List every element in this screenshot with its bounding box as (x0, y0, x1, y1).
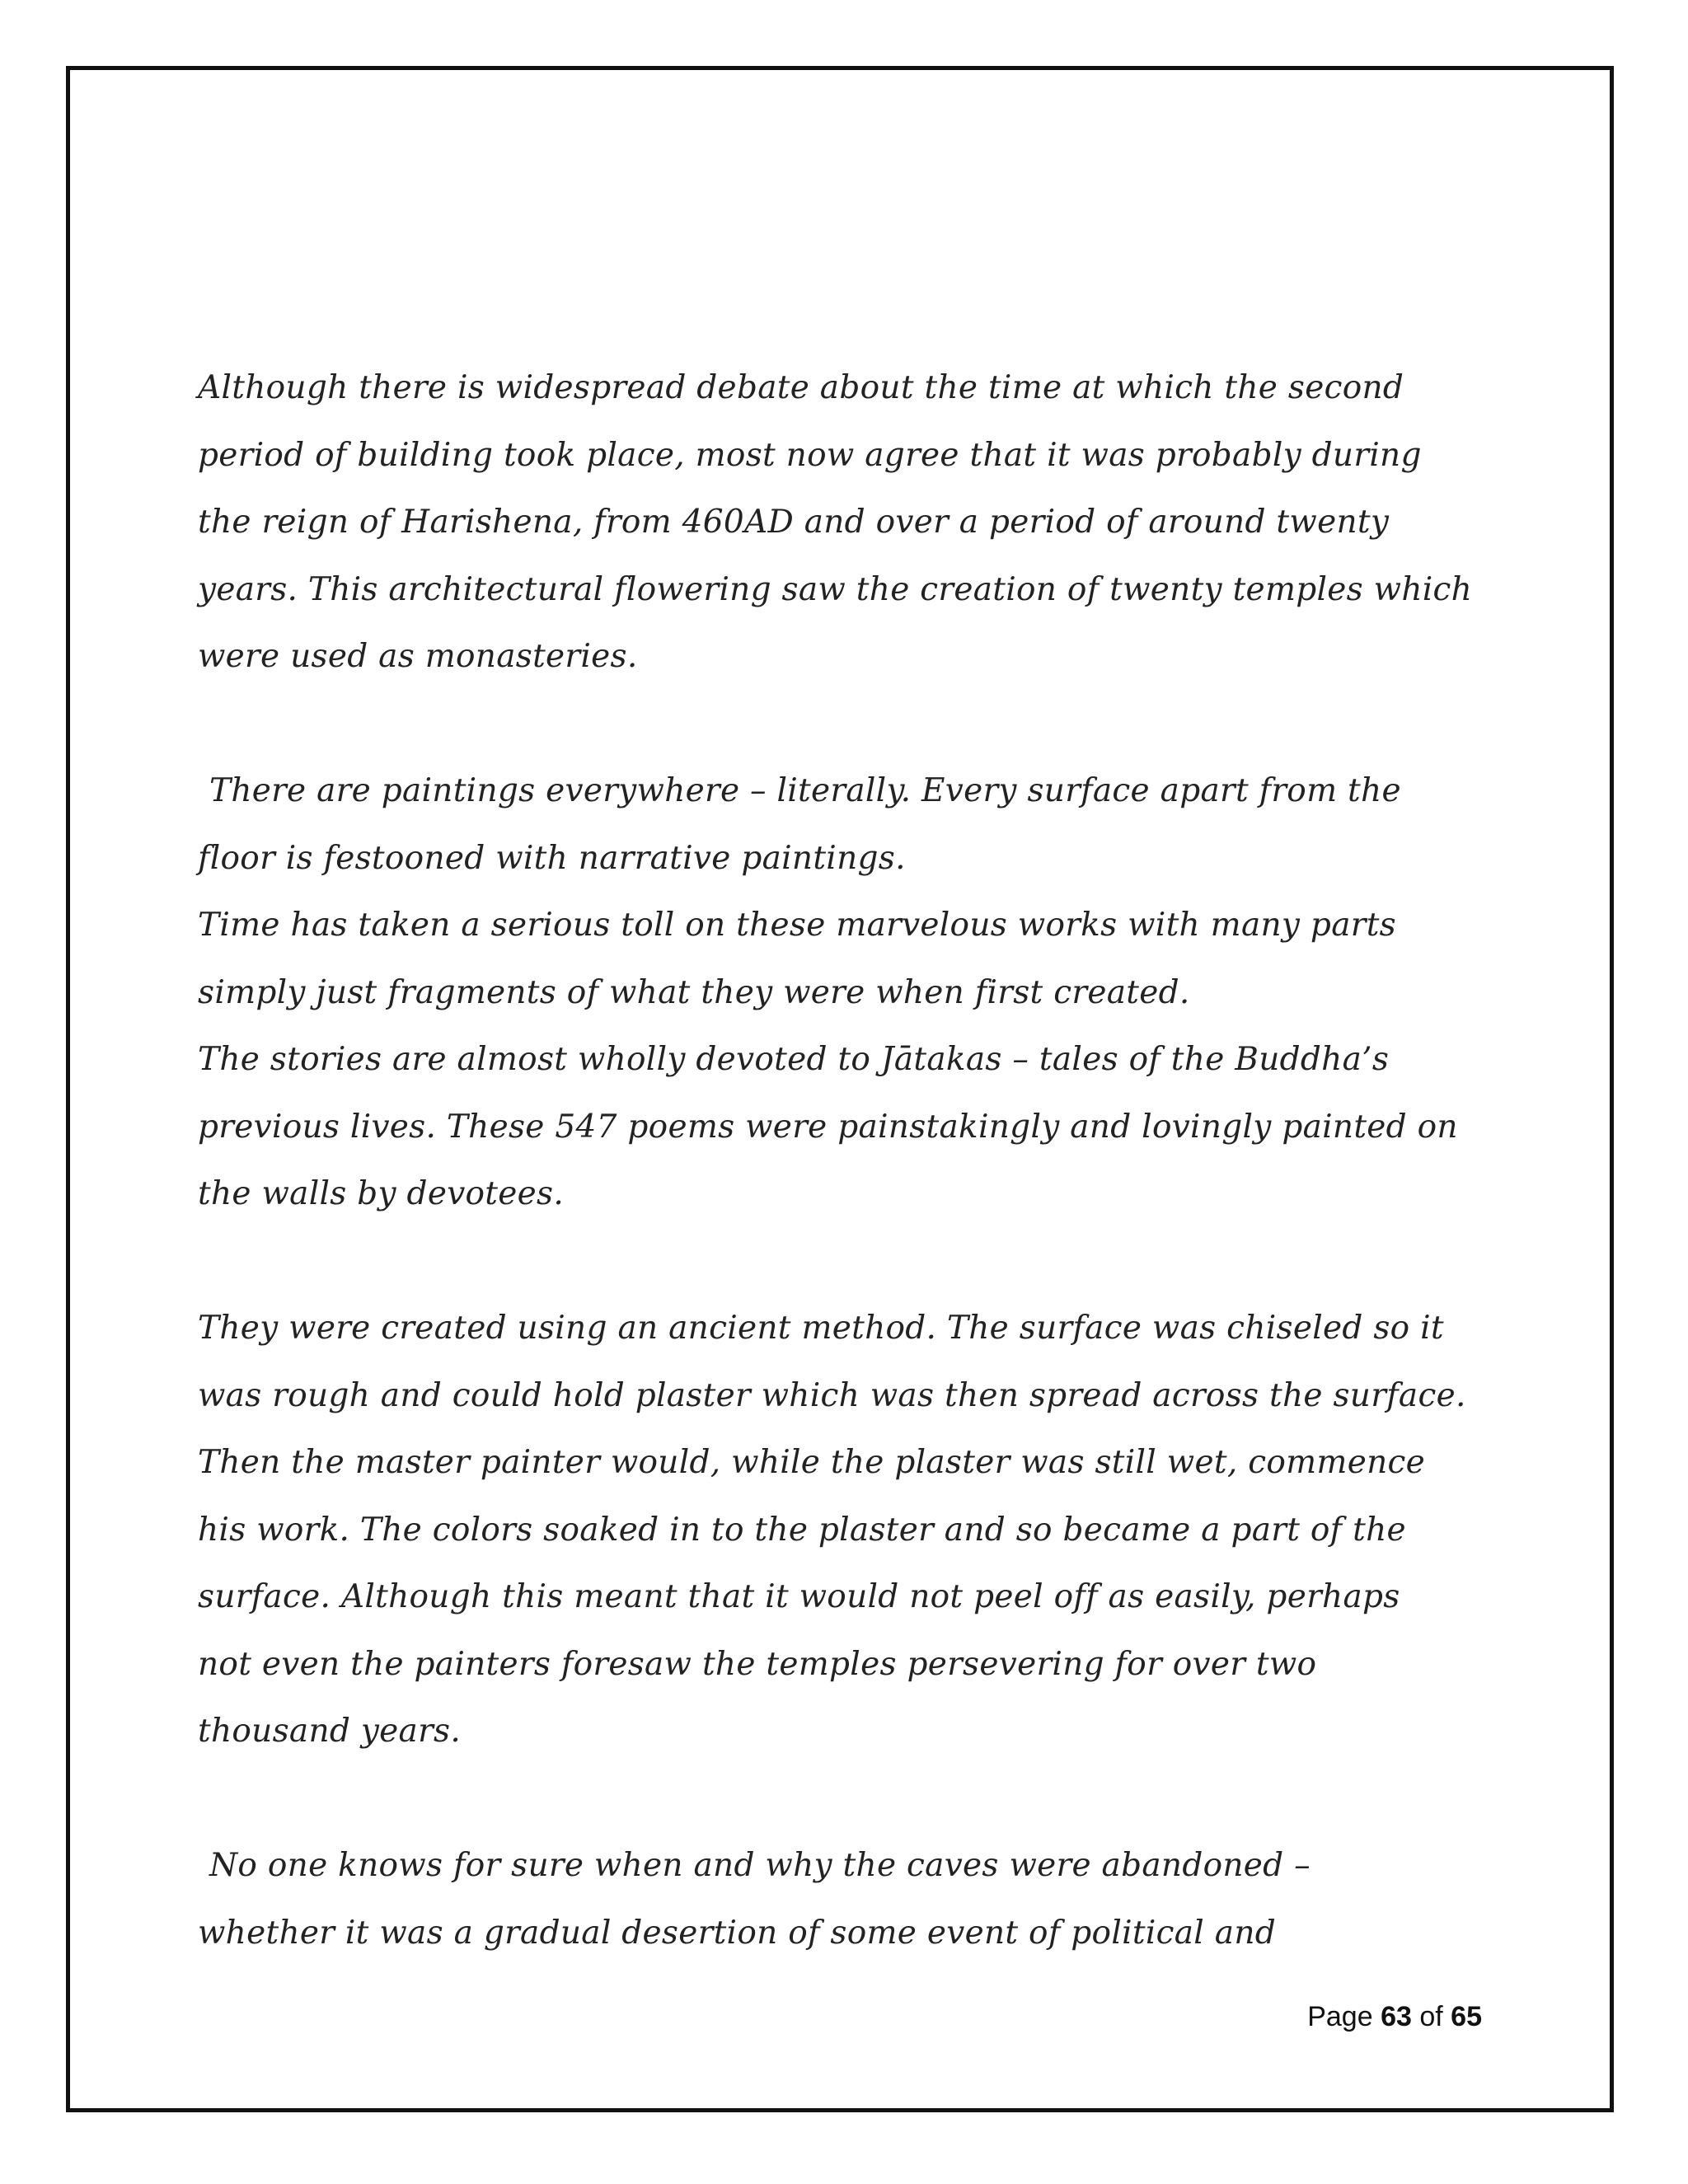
text-line: previous lives. These 547 poems were painstakingly and lovingly painted on (198, 1108, 1458, 1146)
paragraph-gap (198, 1765, 1500, 1833)
text-line: were used as monasteries. (198, 638, 638, 675)
text-line: They were created using an ancient method. The surface was chiseled so it (198, 1310, 1444, 1347)
text-line: The stories are almost wholly devoted to Jātakas – tales of the Buddha’s (198, 1041, 1390, 1078)
text-line: Although there is widespread debate about the time at which the second (198, 369, 1404, 406)
text-line: years. This architectural flowering saw the creation of twenty temples which (198, 570, 1473, 608)
text-line: Time has taken a serious toll on these marvelous works with many parts (198, 907, 1396, 944)
page-word: Page (1307, 2001, 1373, 2032)
text-line: the reign of Harishena, from 460AD and over a period of around twenty (198, 504, 1390, 541)
paragraph-gap (198, 1228, 1500, 1296)
current-page-number: 63 (1381, 2001, 1412, 2032)
paragraph-gap (198, 691, 1500, 758)
text-line: simply just fragments of what they were when first created. (198, 973, 1190, 1011)
paragraph (198, 354, 1500, 691)
text-line: thousand years. (198, 1713, 462, 1750)
text-line: floor is festooned with narrative paintings. (198, 839, 906, 877)
page-number-footer (1307, 2001, 1482, 2033)
text-line: There are paintings everywhere – literally. Every surface apart from the (209, 772, 1401, 809)
paragraph (198, 1832, 1500, 1966)
text-line: was rough and could hold plaster which was then spread across the surface. (198, 1376, 1466, 1414)
text-line: period of building took place, most now agree that it was probably during (198, 436, 1422, 474)
paragraph (198, 757, 1500, 1228)
text-line: surface. Although this meant that it would not peel off as easily, perhaps (198, 1578, 1400, 1615)
text-line: not even the painters foresaw the temples persevering for over two (198, 1645, 1317, 1683)
paragraph (198, 1295, 1500, 1765)
text-line: Then the master painter would, while the plaster was still wet, commence (198, 1444, 1426, 1481)
text-line: the walls by devotees. (198, 1175, 565, 1212)
total-pages-number: 65 (1451, 2001, 1482, 2032)
of-word: of (1419, 2001, 1443, 2032)
text-line: his work. The colors soaked in to the plaster and so became a part of the (198, 1511, 1406, 1549)
text-line: whether it was a gradual desertion of some event of political and (198, 1914, 1277, 1952)
body-text (198, 354, 1500, 1966)
text-line: No one knows for sure when and why the caves were abandoned – (209, 1847, 1311, 1884)
